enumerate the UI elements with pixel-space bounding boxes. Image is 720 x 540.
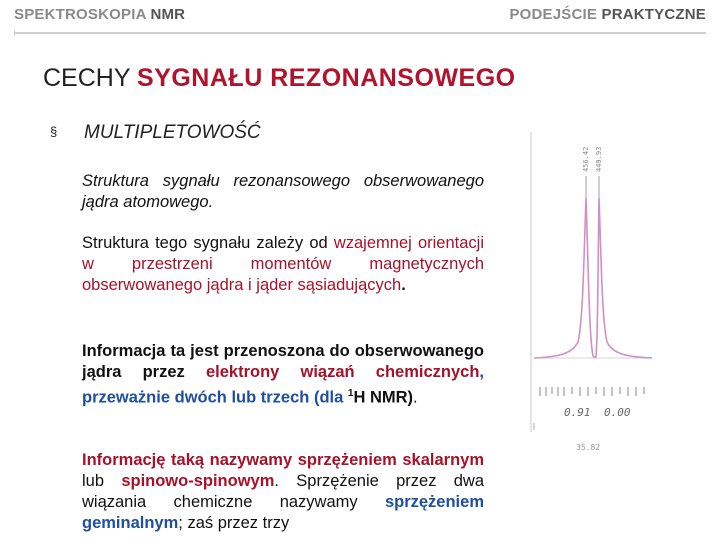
header-left-title: [14, 6, 185, 23]
section-heading: MULTIPLETOWOŚĆ: [84, 122, 261, 143]
nmr-spectrum-image: [530, 132, 690, 452]
header-right-bold: PRAKTYCZNE: [601, 6, 706, 23]
bullet-marker: §: [50, 124, 58, 139]
p3-text-e: .: [413, 388, 418, 407]
slide-header: [0, 0, 720, 36]
peak-label-1: 456.42: [582, 146, 590, 172]
coupling-value: 35.82: [576, 443, 601, 452]
p2-text-a: Struktura tego sygnału zależy od: [82, 234, 334, 252]
header-left-bold: NMR: [150, 6, 186, 23]
p4-text-g: ; zaś przez trzy: [178, 514, 290, 532]
integral-value-2: 0.00: [604, 406, 631, 419]
integral-value-1: 0.91: [564, 406, 591, 419]
p1-text: Struktura sygnału rezonansowego obserwowanego jądra atomowego.: [82, 172, 484, 211]
slide-title: [43, 64, 516, 93]
header-right-title: [509, 6, 706, 23]
header-right-prefix: PODEJŚCIE: [509, 6, 602, 23]
p4-text-a: Informację taką nazywamy: [82, 451, 298, 469]
p3-text-c: , przeważnie dwóch lub trzech (dla: [82, 363, 484, 407]
title-highlight: SYGNAŁU REZONANSOWEGO: [137, 64, 516, 92]
title-prefix: CECHY: [43, 64, 138, 92]
p2-highlight: wzajemnej orientacji w przestrzeni momentów magnetycznych obserwowanego jądra i jąder sąsiadujących: [82, 234, 484, 294]
p2-text-c: .: [401, 276, 406, 294]
p4-text-e: . Sprzężenie przez dwa wiązania chemiczne nazywamy: [82, 472, 484, 511]
p3-text-d: H NMR): [353, 388, 414, 407]
p4-highlight-1: sprzężeniem skalarnym: [297, 451, 485, 469]
header-corner: [14, 30, 21, 36]
paragraph-1: [82, 171, 484, 213]
p3-superscript: 1: [347, 388, 354, 399]
header-left-prefix: SPEKTROSKOPIA: [14, 6, 151, 23]
spectrum-peak-curve: [534, 198, 652, 358]
paragraph-3: [82, 341, 484, 409]
paragraph-4: [82, 450, 484, 534]
p4-highlight-2: spinowo-spinowym: [121, 472, 275, 490]
header-divider: [14, 32, 706, 34]
peak-label-2: 449.93: [595, 146, 603, 172]
p4-text-c: lub: [82, 472, 122, 490]
integral-tick-row: [540, 387, 644, 396]
p3-highlight: elektrony wiązań chemicznych: [205, 363, 480, 381]
p3-text-a: Informacja ta jest przenoszona do obserwowanego jądra przez: [82, 342, 484, 381]
paragraph-2: [82, 233, 484, 296]
p4-highlight-3: sprzężeniem geminalnym: [82, 493, 484, 532]
